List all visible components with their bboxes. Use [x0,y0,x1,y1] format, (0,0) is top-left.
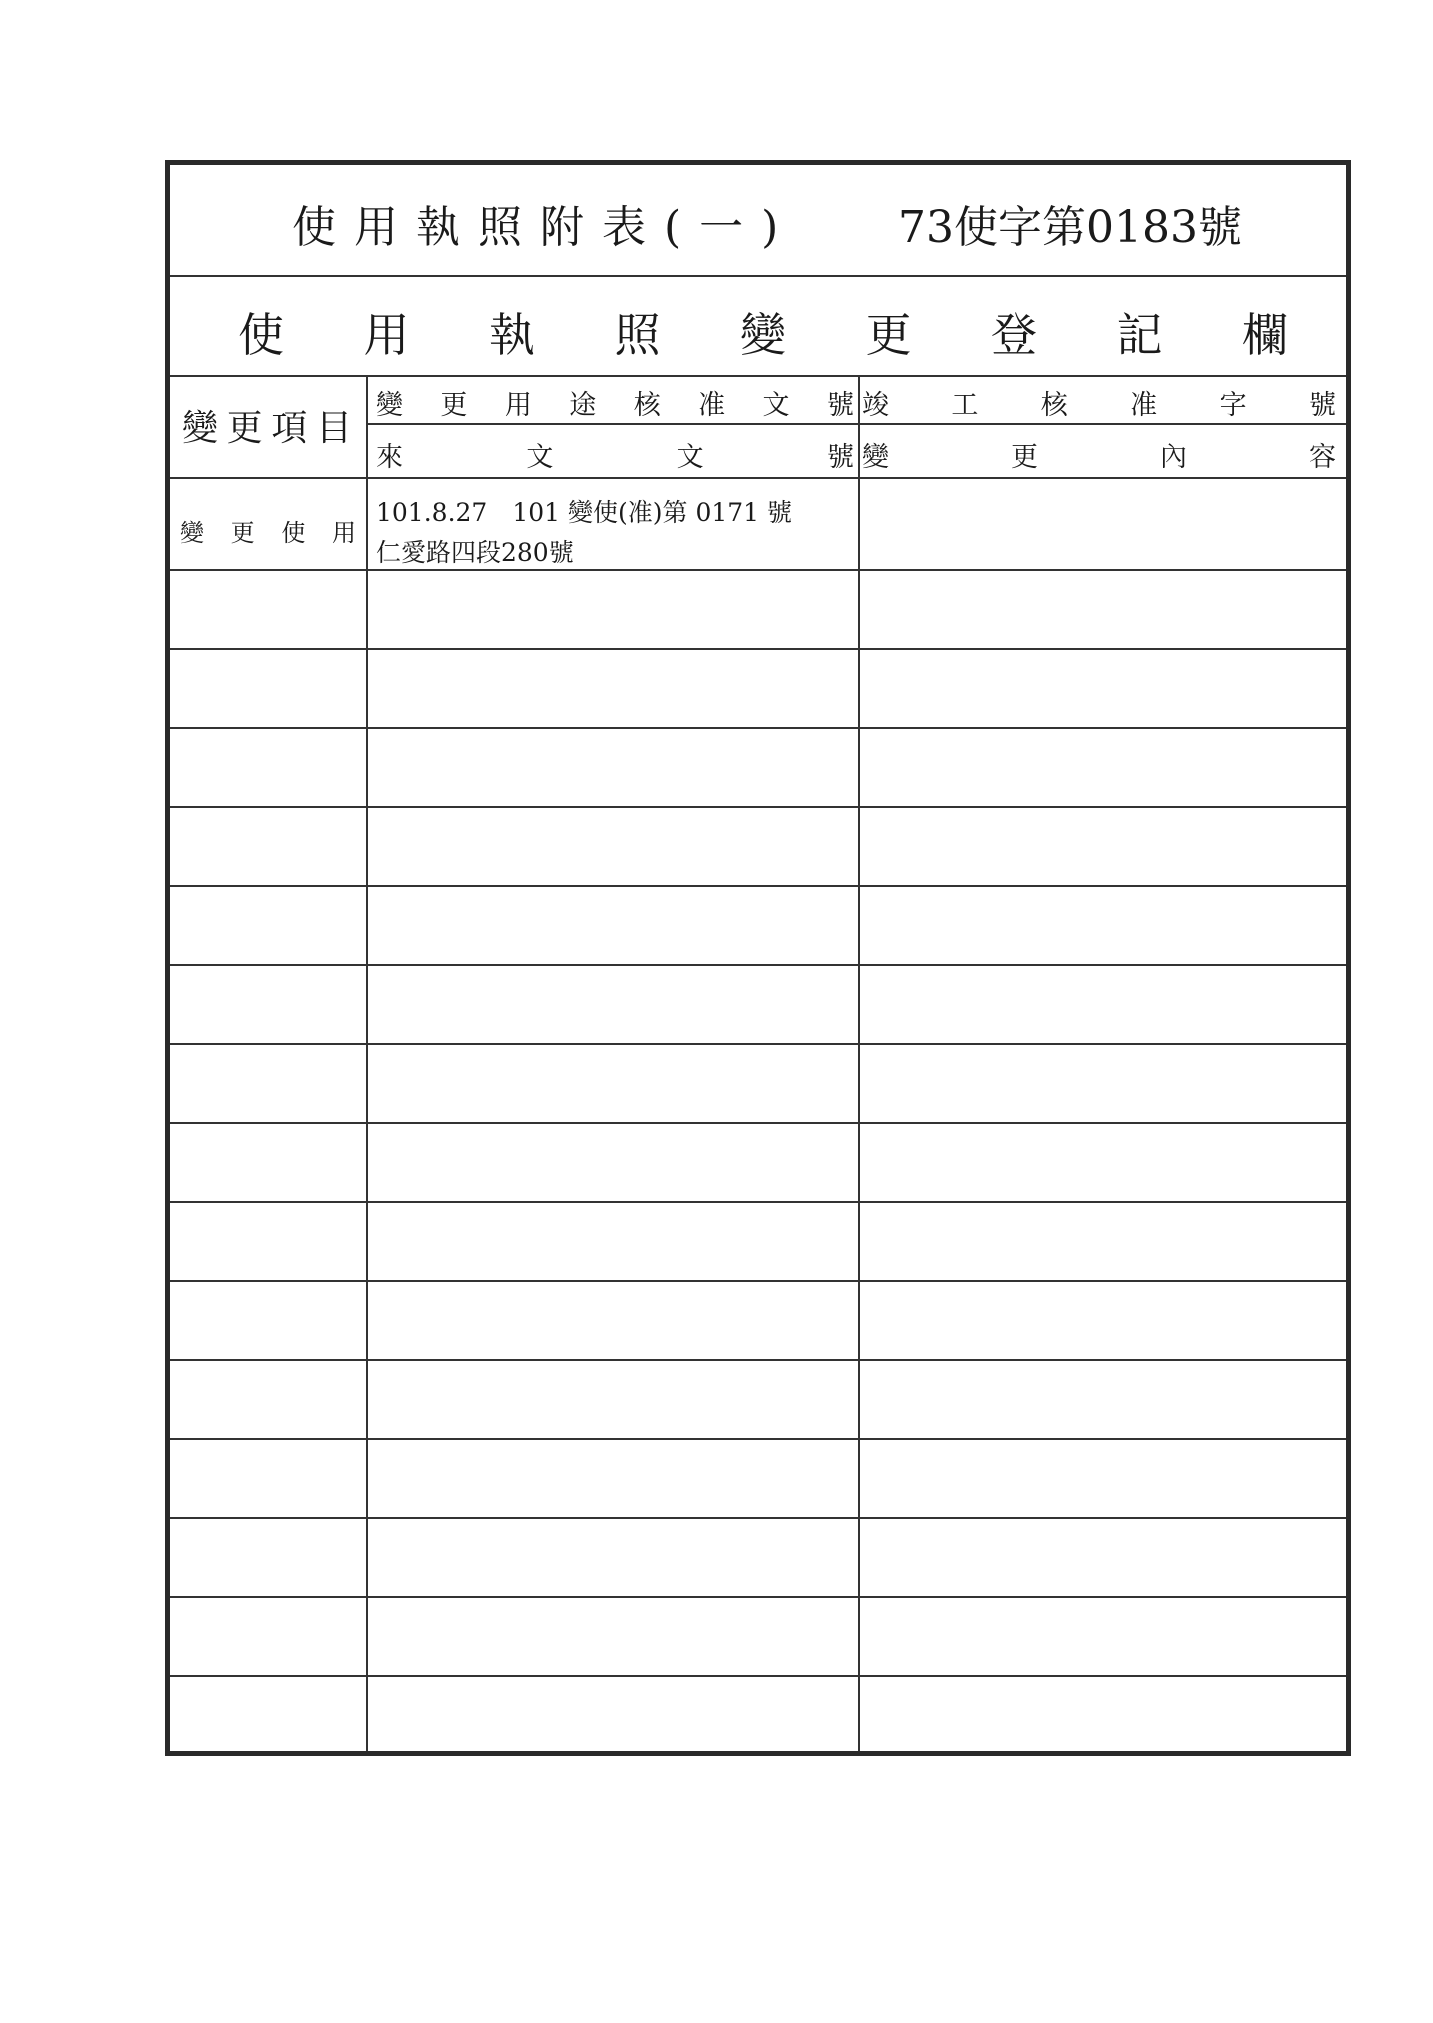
section-title-char: 記 [1116,308,1163,362]
table-row-line [170,885,1346,887]
table-row-line [170,1517,1346,1519]
section-title-char: 更 [865,308,912,362]
col-header-completion-top-char: 竣 [862,390,889,421]
col-header-completion-top-char: 號 [1308,390,1336,421]
table-column-line [858,375,860,1751]
col-header-item-char: 更 [226,408,263,449]
table-column-line [366,375,368,1751]
table-row-line [170,1675,1346,1677]
table-row-line [170,727,1346,729]
col-header-completion-top [862,383,1336,422]
table-row-line [170,569,1346,571]
col-header-completion-bottom-char: 容 [1309,442,1336,473]
table-row-line [170,1122,1346,1124]
table-row-line [170,1596,1346,1598]
col-header-completion-top-char: 核 [1040,390,1068,421]
table-row-line [170,1201,1346,1203]
section-title-char: 變 [740,308,786,362]
col-header-doc-bottom-char: 文 [676,442,704,473]
section-title-char: 執 [489,308,535,362]
row-item-char: 變 [180,519,204,547]
table-row-line [170,648,1346,650]
row-item-char: 使 [281,519,306,547]
col-header-doc-top-char: 文 [762,390,790,421]
row-item-char: 用 [331,519,356,547]
col-header-doc-top-char: 更 [440,390,468,421]
table-row-line [170,1043,1346,1045]
divider [366,423,1346,425]
change-registration-form [165,160,1351,1756]
col-header-completion-bottom-char: 變 [862,442,889,473]
col-header-item-char: 目 [315,408,352,449]
table-row-line [170,1438,1346,1440]
divider [170,477,1346,479]
section-title [238,299,1288,365]
col-header-completion-top-char: 字 [1219,390,1247,421]
form-title-row [170,165,1346,275]
section-title-char: 欄 [1242,308,1288,362]
col-header-completion-bottom [862,435,1336,474]
section-title-char: 用 [363,308,410,362]
col-header-doc-top-char: 變 [376,390,403,421]
col-header-doc-bottom-char: 文 [526,442,554,473]
row-item [180,513,356,548]
col-header-doc-top [376,383,854,422]
table-row-line [170,1280,1346,1282]
col-header-item-char: 項 [271,408,308,449]
table-row-line [170,806,1346,808]
section-title-char: 照 [614,308,661,362]
col-header-doc-top-char: 用 [504,390,532,421]
section-title-row [170,277,1346,375]
col-header-doc-bottom-char: 來 [376,442,403,473]
col-header-completion-top-char: 工 [951,390,979,421]
table-row-line [170,1359,1346,1361]
col-header-doc-top-char: 核 [633,390,661,421]
col-header-completion-bottom-char: 內 [1160,442,1187,473]
form-title: 使用執照附表(一) [292,202,797,253]
col-header-completion-bottom-char: 更 [1011,442,1038,473]
col-header-item [182,400,352,451]
col-header-completion-top-char: 准 [1130,390,1158,421]
address: 仁愛路四段280號 [376,538,574,567]
col-header-doc-bottom-char: 號 [826,442,854,473]
col-header-doc-bottom [376,435,854,474]
table-row-line [170,964,1346,966]
section-title-char: 使 [238,308,284,362]
row-item-char: 更 [230,519,255,547]
col-header-doc-top-char: 准 [698,390,726,421]
col-header-item-char: 變 [182,408,219,449]
approval-document-number: 101.8.27 101 變使(准)第 0171 號 [376,498,793,527]
section-title-char: 登 [991,308,1037,362]
col-header-doc-top-char: 號 [826,390,854,421]
col-header-doc-top-char: 途 [569,390,597,421]
divider [170,375,1346,377]
license-number: 73使字第0183號 [898,202,1242,253]
